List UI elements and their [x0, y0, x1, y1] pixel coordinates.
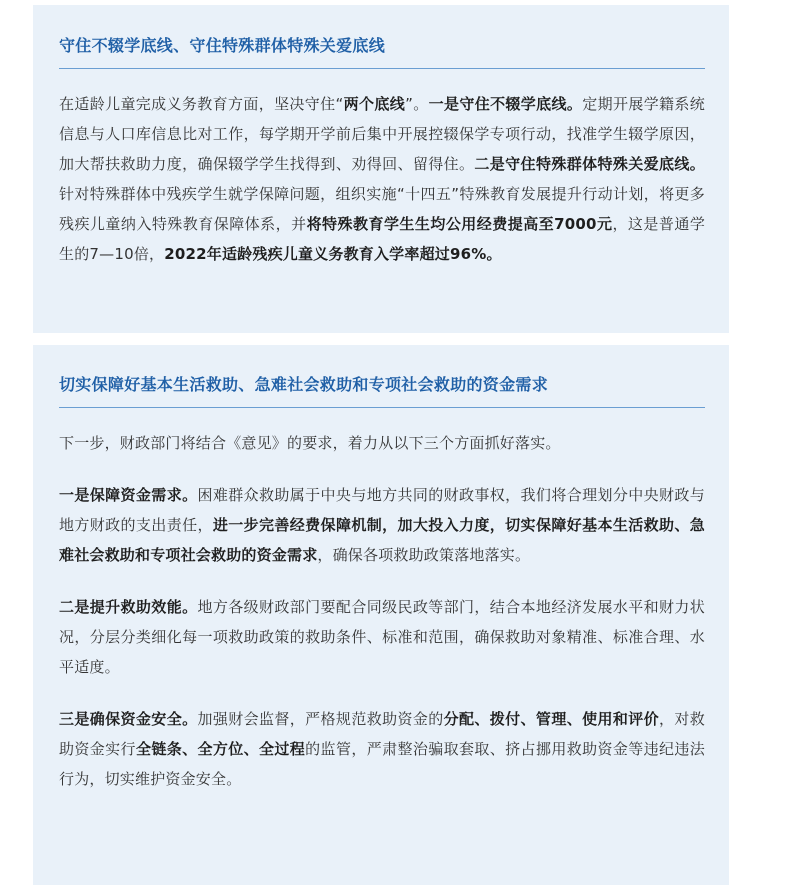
emphasis-text: 二是提升救助效能。 — [59, 598, 198, 616]
body-text: 下一步，财政部门将结合《意见》的要求，着力从以下三个方面抓好落实。 — [59, 434, 561, 452]
card-title: 守住不辍学底线、守住特殊群体特殊关爱底线 — [59, 5, 705, 69]
body-text: ，这是普通学生的7—10倍， — [59, 215, 706, 263]
card-paragraph-fund-safety — [59, 704, 705, 794]
body-text: ，对救助资金实行 — [59, 710, 705, 758]
body-text: ，确保各项救助政策落地落实。 — [317, 546, 531, 564]
body-text: 定期开展学籍系统信息与人口库信息比对工作，每学期开学前后集中开展控辍保学专项行动，找准学生辍学原因，加大帮扶救助力度，确保辍学学生找得到、劝得回、留得住。 — [59, 95, 705, 173]
emphasis-text: 分配、拨付、管理、使用和评价 — [443, 710, 660, 728]
body-text: 加强财会监督，严格规范救助资金的 — [197, 710, 444, 728]
emphasis-text: 一是守住不辍学底线。 — [428, 95, 583, 113]
emphasis-text: 一是保障资金需求。 — [59, 486, 198, 504]
emphasis-text: 两个底线 — [343, 95, 406, 113]
body-text: 的监管，严肃整治骗取套取、挤占挪用救助资金等违纪违法行为，切实维护资金安全。 — [59, 740, 705, 788]
emphasis-text: 2022年适龄残疾儿童义务教育入学率超过96%。 — [164, 245, 502, 263]
card-paragraph-funding-needs — [59, 480, 705, 570]
body-text: 针对特殊群体中残疾学生就学保障问题，组织实施“十四五”特殊教育发展提升行动计划，将更多残疾儿童纳入特殊教育保障体系，并 — [59, 185, 705, 233]
card-paragraph — [59, 89, 705, 269]
card-title: 切实保障好基本生活救助、急难社会救助和专项社会救助的资金需求 — [59, 345, 705, 408]
emphasis-text: 将特殊教育学生生均公用经费提高至7000元 — [306, 215, 613, 233]
emphasis-text: 进一步完善经费保障机制，加大投入力度，切实保障好基本生活救助、急难社会救助和专项社会救助的资金需求 — [59, 516, 705, 564]
emphasis-text: 全链条、全方位、全过程 — [135, 740, 306, 758]
body-text: ”。 — [405, 95, 429, 113]
card-paragraph-intro — [59, 428, 705, 458]
card-school-dropout-safeguard — [33, 5, 729, 333]
card-relief-funding — [33, 345, 729, 885]
emphasis-text: 三是确保资金安全。 — [59, 710, 198, 728]
card-paragraph-efficiency — [59, 592, 705, 682]
body-text: 在适龄儿童完成义务教育方面，坚决守住“ — [59, 95, 344, 113]
emphasis-text: 二是守住特殊群体特殊关爱底线。 — [474, 155, 705, 173]
body-text: 困难群众救助属于中央与地方共同的财政事权，我们将合理划分中央财政与地方财政的支出责任， — [59, 486, 705, 534]
body-text: 地方各级财政部门要配合同级民政等部门，结合本地经济发展水平和财力状况，分层分类细化每一项救助政策的救助条件、标准和范围，确保救助对象精准、标准合理、水平适度。 — [59, 598, 705, 676]
